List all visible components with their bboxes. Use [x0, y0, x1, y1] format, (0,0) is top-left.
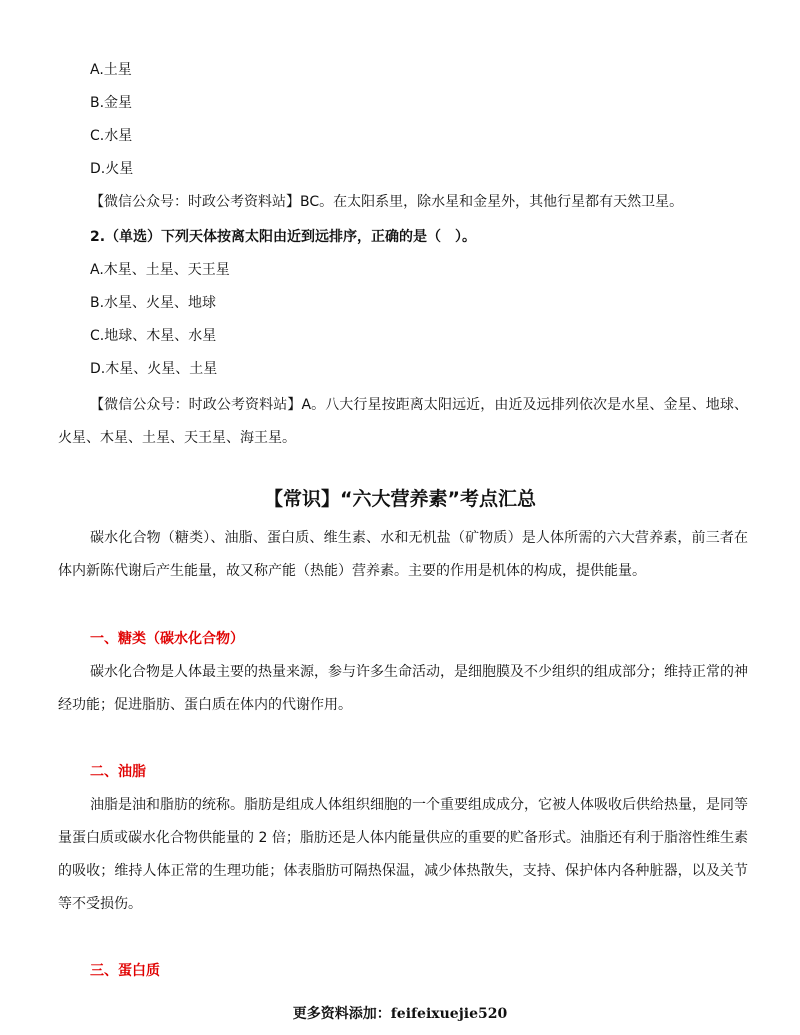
q2-option-a: A.木星、土星、天王星 — [90, 262, 230, 278]
subsection-body-fat: 油脂是油和脂肪的统称。脂肪是组成人体组织细胞的一个重要组成成分，它被人体吸收后供给热量，是同等量蛋白质或碳水化合物供能量的 2 倍；脂肪还是人体内能量供应的重要的贮备形式。油脂还有利于脂溶性维生素的吸收；维持人体正常的生理功能；体表脂肪可隔热保温，减少体热散失，支持、保护体内各种脏器，以及关节等不受损伤。 — [58, 797, 748, 912]
q1-option-b: B.金星 — [90, 95, 133, 111]
subsection-heading-fat: 二、油脂 — [90, 764, 146, 780]
subsection-heading-carbohydrate: 一、糖类（碳水化合物） — [90, 631, 244, 647]
q1-answer: 【微信公众号：时政公考资料站】BC。在太阳系里，除水星和金星外，其他行星都有天然卫星。 — [90, 194, 684, 210]
subsection-body-carbohydrate: 碳水化合物是人体最主要的热量来源，参与许多生命活动，是细胞膜及不少组织的组成部分；维持正常的神经功能；促进脂肪、蛋白质在体内的代谢作用。 — [58, 664, 748, 713]
q1-option-a: A.土星 — [90, 62, 132, 78]
subsection-heading-protein: 三、蛋白质 — [90, 963, 160, 979]
q1-option-c: C.水星 — [90, 128, 133, 144]
section-title: 【常识】“六大营养素”考点汇总 — [264, 488, 536, 510]
q2-option-d: D.木星、火星、土星 — [90, 361, 218, 377]
q2-answer: 【微信公众号：时政公考资料站】A。八大行星按距离太阳远近，由近及远排列依次是水星、金星、地球、火星、木星、土星、天王星、海王星。 — [58, 397, 748, 446]
section-intro: 碳水化合物（糖类）、油脂、蛋白质、维生素、水和无机盐（矿物质）是人体所需的六大营养素，前三者在体内新陈代谢后产生能量，故又称产能（热能）营养素。主要的作用是机体的构成，提供能量。 — [58, 530, 748, 579]
q2-question: 2.（单选）下列天体按离太阳由近到远排序，正确的是（ ）。 — [90, 229, 477, 245]
q2-option-b: B.水星、火星、地球 — [90, 295, 217, 311]
q1-option-d: D.火星 — [90, 161, 134, 177]
page-footer: 更多资料添加：feifeixuejie520 — [292, 1006, 508, 1022]
q2-option-c: C.地球、木星、水星 — [90, 328, 217, 344]
